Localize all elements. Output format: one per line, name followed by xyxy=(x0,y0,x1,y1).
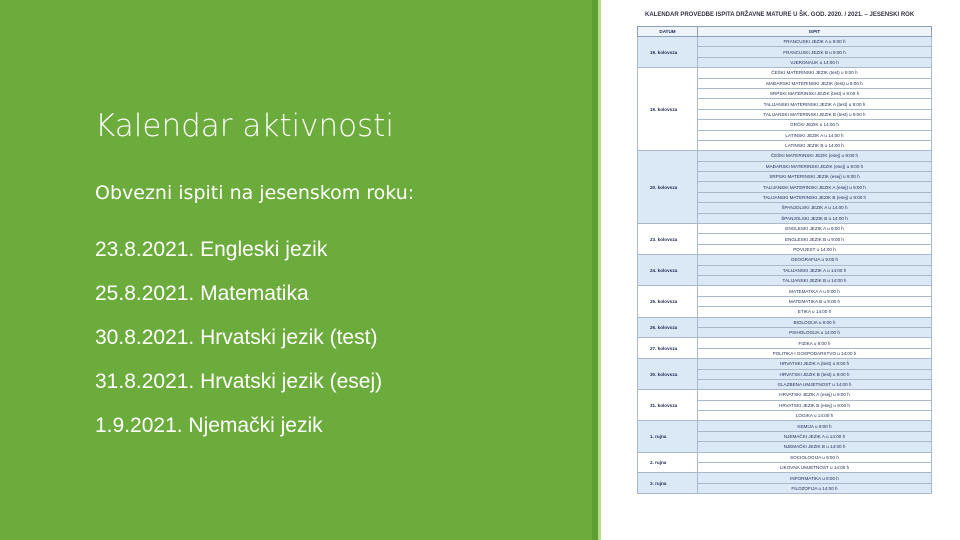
schedule-exam-cell: TALIJANSKI MATERINSKI JEZIK A (test) u 9:00 h xyxy=(698,99,932,109)
schedule-exam-cell: FRANCUSKI JEZIK A u 9:00 h xyxy=(698,37,932,47)
schedule-date-cell: 25. kolovoza xyxy=(638,286,698,317)
schedule-date-cell: 26. kolovoza xyxy=(638,317,698,338)
schedule-exam-cell: FILOZOFIJA u 14:00 h xyxy=(698,483,932,493)
schedule-title: KALENDAR PROVEDBE ISPITA DRŽAVNE MATURE U ŠK. GOD. 2020. / 2021. – JESENSKI ROK xyxy=(645,12,915,18)
exam-list-item: 30.8.2021. Hrvatski jezik (test) xyxy=(95,326,378,349)
schedule-row xyxy=(638,286,932,296)
schedule-row xyxy=(638,338,932,348)
schedule-exam-cell: NJEMAČKI JEZIK A u 14:00 h xyxy=(698,431,932,441)
schedule-row xyxy=(638,421,932,431)
accent-stripe-light xyxy=(598,0,601,540)
schedule-date-cell: 2. rujna xyxy=(638,452,698,473)
exam-list-item: 31.8.2021. Hrvatski jezik (esej) xyxy=(95,370,383,393)
schedule-date-cell: 3. rujna xyxy=(638,473,698,494)
date-column-header: DATUM xyxy=(638,27,698,37)
schedule-exam-cell: LIKOVNA UMJETNOST u 14:00 h xyxy=(698,463,932,473)
schedule-exam-cell: FIZIKA u 9:00 h xyxy=(698,338,932,348)
schedule-row xyxy=(638,452,932,462)
schedule-exam-cell: ETIKA u 14:00 h xyxy=(698,307,932,317)
schedule-exam-cell: ŠPANJOLSKI JEZIK B u 14:00 h xyxy=(698,213,932,223)
schedule-exam-cell: GRČKI JEZIK u 14:00 h xyxy=(698,120,932,130)
schedule-exam-cell: KEMIJA u 9:00 h xyxy=(698,421,932,431)
schedule-table xyxy=(637,26,932,494)
schedule-date-cell: 23. kolovoza xyxy=(638,224,698,255)
schedule-exam-cell: ŠPANJOLSKI JEZIK A u 14:00 h xyxy=(698,203,932,213)
schedule-exam-cell: POLITIKA I GOSPODARSTVO u 14:00 h xyxy=(698,348,932,358)
exam-list-item: 1.9.2021. Njemački jezik xyxy=(95,414,323,437)
schedule-exam-cell: MAĐARSKI MATERINSKI JEZIK (esej) u 9:00 h xyxy=(698,161,932,171)
schedule-exam-cell: GEOGRAFIJA u 9:00 h xyxy=(698,255,932,265)
schedule-exam-cell: MAĐARSKI MATERINSKI JEZIK (test) u 9:00 h xyxy=(698,78,932,88)
slide-subtitle: Obvezni ispiti na jesenskom roku: xyxy=(95,182,415,204)
schedule-date-cell: 27. kolovoza xyxy=(638,338,698,359)
schedule-exam-cell: BIOLOGIJA u 9:00 h xyxy=(698,317,932,327)
schedule-exam-cell: VJERONAUK u 14:00 h xyxy=(698,57,932,67)
schedule-exam-cell: LOGIKA u 14:00 h xyxy=(698,411,932,421)
schedule-row xyxy=(638,224,932,234)
schedule-exam-cell: TALIJANSKI JEZIK A u 14:00 h xyxy=(698,265,932,275)
schedule-exam-cell: ČEŠKI MATERINSKI JEZIK (esej) u 9:00 h xyxy=(698,151,932,161)
exam-list-item: 23.8.2021. Engleski jezik xyxy=(95,238,328,261)
schedule-row xyxy=(638,317,932,327)
schedule-exam-cell: NJEMAČKI JEZIK B u 14:00 h xyxy=(698,442,932,452)
schedule-row xyxy=(638,359,932,369)
schedule-body xyxy=(638,37,932,494)
schedule-exam-cell: SRPSKI MATERINSKI JEZIK (test) u 9:00 h xyxy=(698,88,932,98)
schedule-exam-cell: FRANCUSKI JEZIK B u 9:00 h xyxy=(698,47,932,57)
exam-list-item: 25.8.2021. Matematika xyxy=(95,282,309,305)
schedule-exam-cell: HRVATSKI JEZIK B (test) u 9:00 h xyxy=(698,369,932,379)
schedule-exam-cell: TALIJANSKI MATERINSKI JEZIK A (esej) u 9:00 h xyxy=(698,182,932,192)
schedule-date-cell: 1. rujna xyxy=(638,421,698,452)
schedule-date-cell: 24. kolovoza xyxy=(638,255,698,286)
schedule-exam-cell: HRVATSKI JEZIK A (test) u 9:00 h xyxy=(698,359,932,369)
schedule-exam-cell: LATINSKI JEZIK B u 14:00 h xyxy=(698,140,932,150)
schedule-exam-cell: HRVATSKI JEZIK B (esej) u 9:00 h xyxy=(698,400,932,410)
schedule-row xyxy=(638,68,932,78)
schedule-exam-cell: GLAZBENA UMJETNOST u 14:00 h xyxy=(698,379,932,389)
schedule-exam-cell: ČEŠKI MATERINSKI JEZIK (test) u 9:00 h xyxy=(698,68,932,78)
schedule-exam-cell: MATEMATIKA A u 9:00 h xyxy=(698,286,932,296)
schedule-row xyxy=(638,255,932,265)
slide-title: Kalendar aktivnosti xyxy=(95,108,394,144)
schedule-row xyxy=(638,390,932,400)
exam-schedule-image xyxy=(637,6,931,538)
schedule-header-row xyxy=(638,27,932,37)
schedule-row xyxy=(638,151,932,161)
schedule-row xyxy=(638,473,932,483)
schedule-exam-cell: POVIJEST u 14:00 h xyxy=(698,244,932,254)
schedule-exam-cell: TALIJANSKI JEZIK B u 14:00 h xyxy=(698,275,932,285)
schedule-exam-cell: LATINSKI JEZIK A u 14:00 h xyxy=(698,130,932,140)
schedule-date-cell: 30. kolovoza xyxy=(638,359,698,390)
schedule-exam-cell: INFORMATIKA u 9:00 h xyxy=(698,473,932,483)
schedule-exam-cell: SOCIOLOGIJA u 9:00 h xyxy=(698,452,932,462)
schedule-row xyxy=(638,37,932,47)
schedule-exam-cell: ENGLESKI JEZIK A u 9:00 h xyxy=(698,224,932,234)
schedule-exam-cell: MATEMATIKA B u 9:00 h xyxy=(698,296,932,306)
schedule-exam-cell: TALIJANSKI MATERINSKI JEZIK B (test) u 9:00 h xyxy=(698,109,932,119)
schedule-exam-cell: TALIJANSKI MATERINSKI JEZIK B (esej) u 9:00 h xyxy=(698,192,932,202)
schedule-exam-cell: ENGLESKI JEZIK B u 9:00 h xyxy=(698,234,932,244)
schedule-date-cell: 19. kolovoza xyxy=(638,68,698,151)
exam-column-header: ISPIT xyxy=(698,27,932,37)
exam-list xyxy=(95,236,382,456)
schedule-date-cell: 19. kolovoza xyxy=(638,37,698,68)
schedule-date-cell: 31. kolovoza xyxy=(638,390,698,421)
schedule-exam-cell: HRVATSKI JEZIK A (esej) u 9:00 h xyxy=(698,390,932,400)
schedule-exam-cell: SRPSKI MATERINSKI JEZIK (esej) u 9:00 h xyxy=(698,172,932,182)
schedule-date-cell: 20. kolovoza xyxy=(638,151,698,224)
schedule-exam-cell: PSIHOLOGIJA u 14:00 h xyxy=(698,327,932,337)
